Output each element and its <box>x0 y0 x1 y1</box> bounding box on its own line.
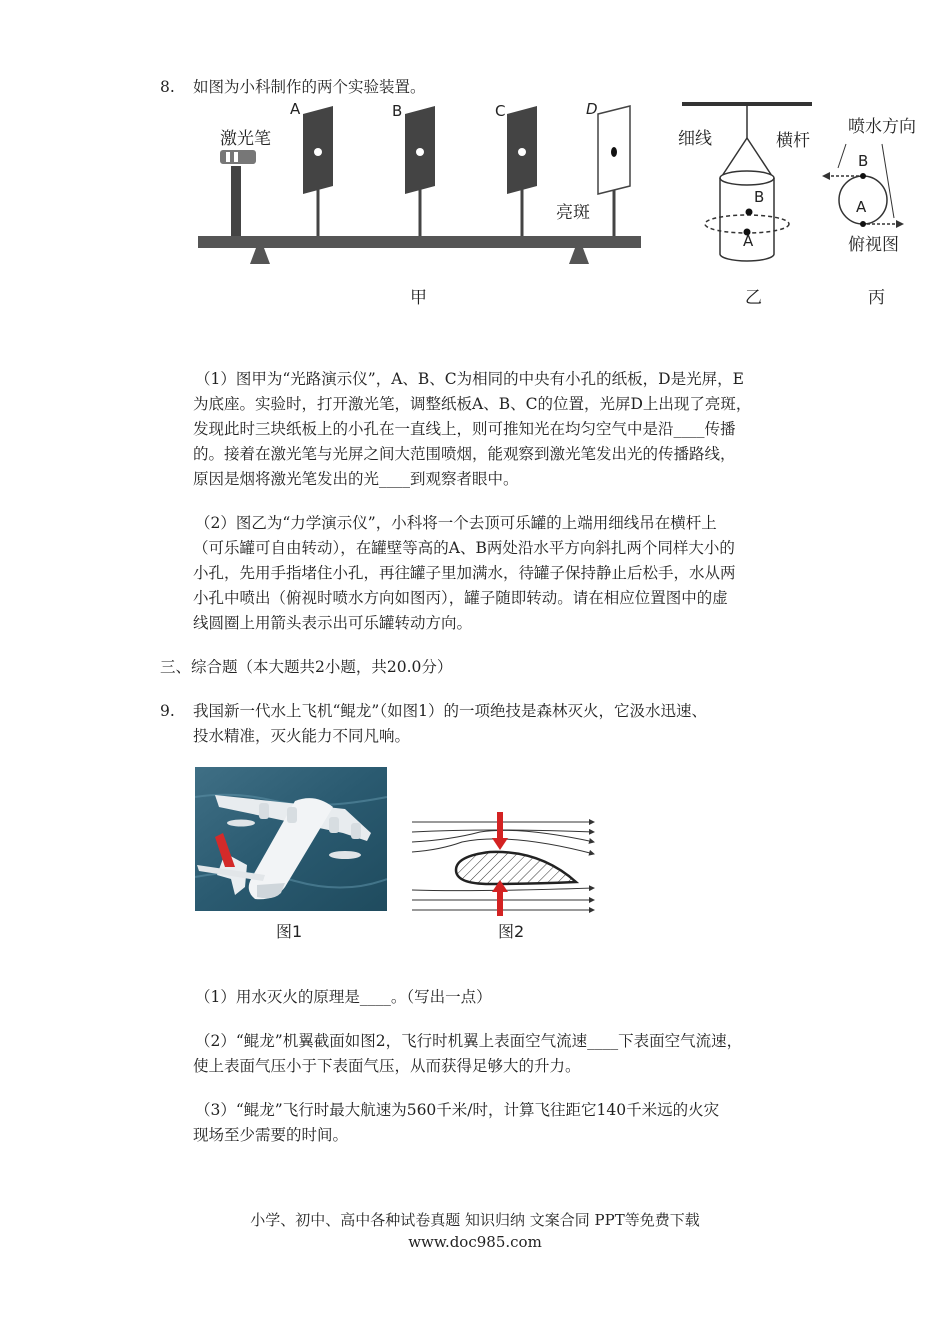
text-line: 原因是烟将激光笔发出的光____到观察者眼中。 <box>193 470 519 488</box>
question-8-stem: 如图为小科制作的两个实验装置。 <box>193 78 426 96</box>
text-line: 线圆圈上用箭头表示出可乐罐转动方向。 <box>193 614 473 632</box>
thread-label: 细线 <box>678 129 712 149</box>
figure-1-caption: 图1 <box>276 922 303 941</box>
screen-d-label: D <box>586 100 598 118</box>
question-9-part-1: （1）用水灭火的原理是____。（写出一点） <box>195 988 492 1006</box>
text-line: （可乐罐可自由转动），在罐壁等高的A、B两处沿水平方向斜扎两个同样大小的 <box>193 539 735 557</box>
board-a-label: A <box>290 100 301 118</box>
bar-label: 横杆 <box>776 131 810 151</box>
text-line: （1）图甲为“光路演示仪”，A、B、C为相同的中央有小孔的纸板，D是光屏，E <box>195 370 744 388</box>
laser-pen-label: 激光笔 <box>220 129 271 149</box>
caption-jia: 甲 <box>410 288 427 308</box>
seaplane-photo <box>195 767 387 911</box>
pressure-arrow-top <box>497 812 503 840</box>
screen-d <box>598 106 630 236</box>
top-view-a-label: A <box>856 198 867 216</box>
laser-pen-stand <box>231 166 241 236</box>
airfoil <box>456 852 576 884</box>
text-line: （2）图乙为“力学演示仪”，小科将一个去顶可乐罐的上端用细线吊在横杆上 <box>195 514 717 532</box>
top-view-b-label: B <box>858 152 869 170</box>
question-9-part-3: （3）“鲲龙”飞行时最大航速为560千米/时，计算飞往距它140千米远的火灾 <box>195 1101 720 1119</box>
question-9-stem: 我国新一代水上飞机“鲲龙”（如图1）的一项绝技是森林灭火，它汲水迅速、 <box>193 702 707 720</box>
footer-link[interactable]: www.doc985.com <box>408 1233 542 1251</box>
board-a <box>303 106 333 236</box>
bright-spot <box>611 147 617 157</box>
footer-line-1: 小学、初中、高中各种试卷真题 知识归纳 文案合同 PPT等免费下载 <box>250 1211 700 1229</box>
question-9-part-2: 使上表面气压小于下表面气压，从而获得足够大的升力。 <box>193 1057 581 1075</box>
caption-yi: 乙 <box>745 288 762 308</box>
text-line: 发现此时三块纸板上的小孔在一直线上，则可推知光在均匀空气中是沿____传播 <box>193 420 736 438</box>
wing-cross-section <box>410 812 602 916</box>
base-foot-left <box>250 248 270 264</box>
figure-2-caption: 图2 <box>498 922 525 941</box>
question-9-stem: 投水精准，灭火能力不同凡响。 <box>193 727 411 745</box>
question-9-number: 9. <box>160 702 175 720</box>
board-c-label: C <box>495 102 506 120</box>
text-line: 为底座。实验时，打开激光笔，调整纸板A、B、C的位置，光屏D上出现了亮斑， <box>193 395 752 413</box>
pressure-arrow-bottom <box>497 890 503 916</box>
text-line: 小孔中喷出（俯视时喷水方向如图丙），罐子随即转动。请在相应位置图中的虚 <box>193 589 728 607</box>
question-9-part-2: （2）“鲲龙”机翼截面如图2，飞行时机翼上表面空气流速____下表面空气流速， <box>195 1032 743 1050</box>
base-foot-right <box>569 248 589 264</box>
board-b-label: B <box>392 102 403 120</box>
section-heading: 三、综合题（本大题共2小题，共20.0分） <box>160 658 453 676</box>
text-line: 的。接着在激光笔与光屏之间大范围喷烟，能观察到激光笔发出光的传播路线， <box>193 445 736 463</box>
text-line: 小孔，先用手指堵住小孔，再往罐子里加满水，待罐子保持静止后松手，水从两 <box>193 564 736 582</box>
board-c <box>507 106 537 236</box>
question-9-part-3: 现场至少需要的时间。 <box>193 1126 349 1144</box>
question-8-number: 8. <box>160 78 175 96</box>
top-view-label: 俯视图 <box>848 235 899 255</box>
board-b <box>405 106 435 236</box>
base-rail <box>198 236 641 248</box>
bright-spot-label: 亮斑 <box>556 203 590 223</box>
caption-bing: 丙 <box>868 288 885 308</box>
spray-direction-label: 喷水方向 <box>848 117 916 137</box>
can-b-label: B <box>754 188 765 206</box>
can-a-label: A <box>743 232 754 250</box>
